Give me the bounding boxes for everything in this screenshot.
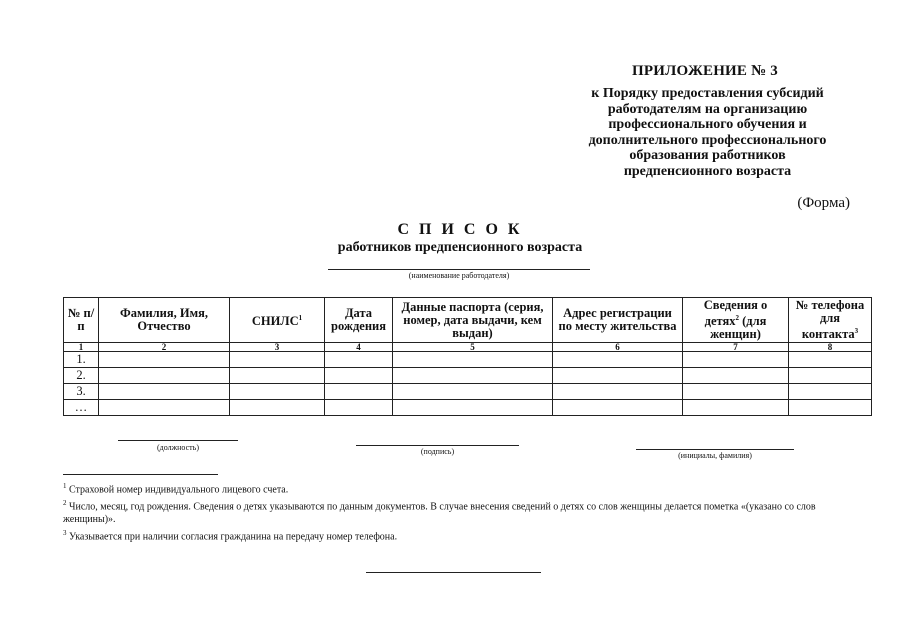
- table-cell[interactable]: [230, 400, 325, 416]
- table-row: [64, 400, 872, 416]
- footnote-2: $^2$ Число, месяц, год рождения. Сведения о детях указываются по данным документов. В случае внесения сведений о детях со слов женщины делается пометка «(указано со слов женщины)».: [63, 499, 816, 525]
- appendix-line: работодателям на организацию: [607, 101, 808, 117]
- name-caption: (инициалы, фамилия): [678, 451, 752, 460]
- table-cell[interactable]: [99, 352, 230, 368]
- table-cell[interactable]: [99, 400, 230, 416]
- table-cell[interactable]: [325, 352, 393, 368]
- table-cell[interactable]: [325, 384, 393, 400]
- column-number: 7: [683, 343, 789, 352]
- document-title: С П И С О К: [397, 221, 523, 238]
- column-number: 2: [99, 343, 230, 352]
- position-caption: (должность): [157, 443, 199, 452]
- header-phone: № телефона для контакта$^3$: [789, 298, 872, 343]
- table-cell[interactable]: [393, 384, 553, 400]
- header-passport: Данные паспорта (серия, номер, дата выдачи, кем выдан): [393, 298, 553, 343]
- employer-name-line: [328, 269, 590, 270]
- table-cell[interactable]: [553, 384, 683, 400]
- appendix-line: предпенсионного возраста: [623, 163, 792, 179]
- footnote-separator: [63, 474, 218, 475]
- employees-table: [63, 297, 872, 416]
- table-cell[interactable]: [553, 400, 683, 416]
- row-index: …: [64, 400, 99, 416]
- table-cell[interactable]: [99, 368, 230, 384]
- table-cell[interactable]: [325, 368, 393, 384]
- appendix-description: [560, 86, 855, 179]
- footnote-3: $^3$ Указывается при наличии согласия гражданина на передачу номер телефона.: [63, 528, 398, 542]
- table-cell[interactable]: [683, 352, 789, 368]
- table-cell[interactable]: [683, 368, 789, 384]
- table-cell[interactable]: [393, 368, 553, 384]
- column-number-row: [64, 343, 872, 352]
- appendix-line: дополнительного профессионального: [588, 132, 827, 148]
- name-line: [636, 449, 794, 450]
- table-cell[interactable]: [553, 368, 683, 384]
- row-index: 2.: [64, 368, 99, 384]
- form-label: (Форма): [797, 195, 850, 211]
- bottom-rule: [366, 572, 541, 573]
- table-cell[interactable]: [230, 384, 325, 400]
- footnote-1: $^1$ Страховой номер индивидуального лицевого счета.: [63, 482, 289, 496]
- table-cell[interactable]: [230, 352, 325, 368]
- table-cell[interactable]: [789, 400, 872, 416]
- document-subtitle: работников предпенсионного возраста: [337, 240, 583, 255]
- table-cell[interactable]: [789, 384, 872, 400]
- table-cell[interactable]: [553, 352, 683, 368]
- table-row: [64, 384, 872, 400]
- appendix-line: профессионального обучения и: [608, 117, 807, 132]
- appendix-title: ПРИЛОЖЕНИЕ № 3: [631, 63, 779, 79]
- column-number: 1: [64, 343, 99, 352]
- row-index: 3.: [64, 384, 99, 400]
- header-children: Сведения о детях$^2$ (для женщин): [683, 298, 789, 343]
- table-cell[interactable]: [325, 400, 393, 416]
- appendix-line: образования работников: [629, 148, 786, 163]
- table-header-row: [64, 298, 872, 343]
- header-full-name: Фамилия, Имя, Отчество: [99, 298, 230, 343]
- table-cell[interactable]: [393, 400, 553, 416]
- column-number: 6: [553, 343, 683, 352]
- header-address: Адрес регистрации по месту жительства: [553, 298, 683, 343]
- table-cell[interactable]: [683, 384, 789, 400]
- employer-caption: (наименование работодателя): [408, 271, 510, 280]
- table-cell[interactable]: [99, 384, 230, 400]
- table-row: [64, 368, 872, 384]
- position-line: [118, 440, 238, 441]
- column-number: 3: [230, 343, 325, 352]
- table-cell[interactable]: [789, 352, 872, 368]
- header-number: № п/п: [64, 298, 99, 343]
- table-cell[interactable]: [230, 368, 325, 384]
- footnotes: [63, 480, 853, 544]
- signature-line: [356, 445, 519, 446]
- column-number: 5: [393, 343, 553, 352]
- row-index: 1.: [64, 352, 99, 368]
- header-birth-date: Дата рождения: [325, 298, 393, 343]
- table-cell[interactable]: [789, 368, 872, 384]
- header-snils: СНИЛС$^1$: [230, 298, 325, 343]
- appendix-line: к Порядку предоставления субсидий: [591, 86, 824, 101]
- column-number: 8: [789, 343, 872, 352]
- table-cell[interactable]: [393, 352, 553, 368]
- table-cell[interactable]: [683, 400, 789, 416]
- table-row: [64, 352, 872, 368]
- column-number: 4: [325, 343, 393, 352]
- signature-caption: (подпись): [420, 447, 455, 456]
